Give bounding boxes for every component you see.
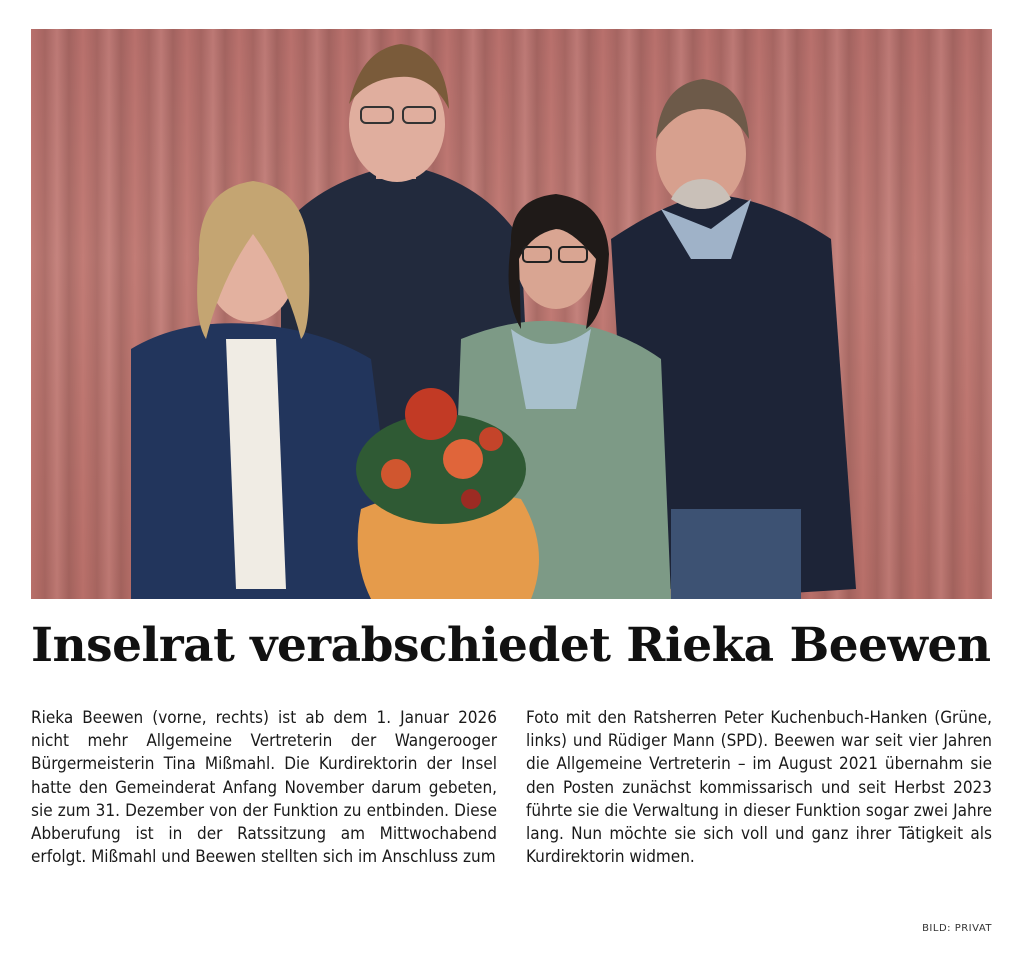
article-photo — [31, 29, 992, 599]
article-body-left-column: Rieka Beewen (vorne, rechts) ist ab dem 1. Januar 2026 nicht mehr Allgemeine Vertreterin der Wangerooger Bürgermeisterin Tina Mißmahl. Die Kurdirektorin der Insel hatte den Gemeinderat Anfang November darum gebeten, sie zum 31. Dezember von der Funktion zu entbinden. Diese Abberufung ist in der Ratssitzung am Mittwochabend erfolgt. Mißmahl und Beewen stellten sich im Anschluss zum — [31, 708, 497, 868]
article-body-right-column: Foto mit den Ratsherren Peter Kuchenbuch-Hanken (Grüne, links) und Rüdiger Mann (SPD). Beewen war seit vier Jahren die Allgemeine Vertreterin – im August 2021 übernahm sie den Posten zunächst kommissarisch und seit Herbst 2023 führte sie die Verwaltung in dieser Funktion sogar zwei Jahre lang. Nun möchte sie sich voll und ganz ihrer Tätigkeit als Kurdirektorin widmen. — [526, 708, 992, 868]
group-photo-illustration — [31, 29, 992, 599]
article-headline: Inselrat verabschiedet Rieka Beewen — [31, 618, 991, 673]
photo-credit: BILD: PRIVAT — [922, 923, 992, 934]
